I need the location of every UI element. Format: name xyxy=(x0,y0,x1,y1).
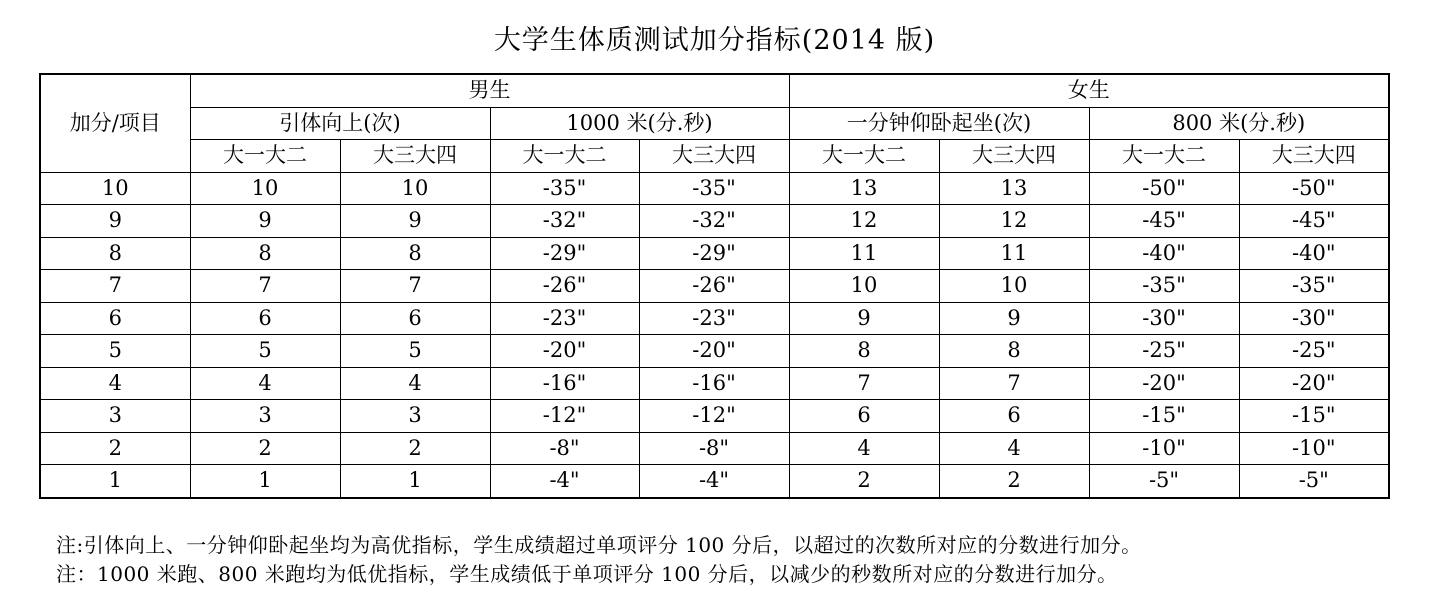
value-cell: 5 xyxy=(190,335,340,368)
value-cell: -15" xyxy=(1239,400,1389,433)
points-cell: 7 xyxy=(40,270,190,303)
value-cell: -35" xyxy=(1089,270,1239,303)
value-cell: 9 xyxy=(190,205,340,238)
value-cell: 12 xyxy=(789,205,939,238)
value-cell: 3 xyxy=(340,400,490,433)
value-cell: -23" xyxy=(490,302,639,335)
value-cell: -5" xyxy=(1089,465,1239,498)
value-cell: -40" xyxy=(1089,237,1239,270)
value-cell: 10 xyxy=(190,172,340,205)
value-cell: -16" xyxy=(490,367,639,400)
value-cell: 7 xyxy=(789,367,939,400)
value-cell: -40" xyxy=(1239,237,1389,270)
points-cell: 1 xyxy=(40,465,190,498)
value-cell: -35" xyxy=(1239,270,1389,303)
table-row xyxy=(40,400,1389,433)
value-cell: 7 xyxy=(939,367,1089,400)
table-row xyxy=(40,367,1389,400)
points-cell: 2 xyxy=(40,432,190,465)
header-row-grade xyxy=(40,140,1389,173)
note-line: 注:引体向上、一分钟仰卧起坐均为高优指标，学生成绩超过单项评分 100 分后，以超过的次数所对应的分数进行加分。 xyxy=(56,533,1142,557)
header-grade: 大三大四 xyxy=(639,140,789,173)
value-cell: 1 xyxy=(190,465,340,498)
table-row xyxy=(40,237,1389,270)
value-cell: 1 xyxy=(340,465,490,498)
header-grade: 大一大二 xyxy=(490,140,639,173)
header-event-pullups: 引体向上(次) xyxy=(190,107,490,140)
value-cell: -12" xyxy=(490,400,639,433)
header-grade: 大一大二 xyxy=(190,140,340,173)
value-cell: -20" xyxy=(639,335,789,368)
header-event-1000m: 1000 米(分.秒) xyxy=(490,107,789,140)
value-cell: 5 xyxy=(340,335,490,368)
value-cell: 13 xyxy=(939,172,1089,205)
table-row xyxy=(40,270,1389,303)
value-cell: 4 xyxy=(190,367,340,400)
value-cell: 9 xyxy=(789,302,939,335)
points-cell: 4 xyxy=(40,367,190,400)
table-row xyxy=(40,302,1389,335)
value-cell: -30" xyxy=(1089,302,1239,335)
value-cell: -20" xyxy=(490,335,639,368)
value-cell: 10 xyxy=(789,270,939,303)
value-cell: -5" xyxy=(1239,465,1389,498)
points-cell: 6 xyxy=(40,302,190,335)
header-event-situps: 一分钟仰卧起坐(次) xyxy=(789,107,1089,140)
value-cell: 12 xyxy=(939,205,1089,238)
value-cell: 8 xyxy=(789,335,939,368)
value-cell: 11 xyxy=(939,237,1089,270)
value-cell: -29" xyxy=(490,237,639,270)
value-cell: -20" xyxy=(1239,367,1389,400)
points-cell: 3 xyxy=(40,400,190,433)
document-title: 大学生体质测试加分指标(2014 版) xyxy=(493,25,936,56)
header-grade: 大三大四 xyxy=(1239,140,1389,173)
value-cell: -10" xyxy=(1089,432,1239,465)
value-cell: 4 xyxy=(340,367,490,400)
points-cell: 8 xyxy=(40,237,190,270)
value-cell: 4 xyxy=(939,432,1089,465)
value-cell: -50" xyxy=(1239,172,1389,205)
table-row xyxy=(40,205,1389,238)
value-cell: 9 xyxy=(939,302,1089,335)
corner-header: 加分/项目 xyxy=(40,74,190,172)
value-cell: 2 xyxy=(939,465,1089,498)
notes xyxy=(56,531,1416,589)
header-grade: 大一大二 xyxy=(1089,140,1239,173)
value-cell: 2 xyxy=(190,432,340,465)
table-row xyxy=(40,172,1389,205)
value-cell: 13 xyxy=(789,172,939,205)
points-cell: 9 xyxy=(40,205,190,238)
value-cell: -35" xyxy=(639,172,789,205)
value-cell: 8 xyxy=(190,237,340,270)
points-cell: 5 xyxy=(40,335,190,368)
value-cell: 6 xyxy=(190,302,340,335)
value-cell: -32" xyxy=(639,205,789,238)
points-cell: 10 xyxy=(40,172,190,205)
value-cell: -4" xyxy=(639,465,789,498)
bonus-score-table xyxy=(39,73,1390,499)
header-female: 女生 xyxy=(789,74,1389,107)
value-cell: -26" xyxy=(490,270,639,303)
value-cell: 8 xyxy=(939,335,1089,368)
header-event-800m: 800 米(分.秒) xyxy=(1089,107,1389,140)
value-cell: -15" xyxy=(1089,400,1239,433)
value-cell: 6 xyxy=(939,400,1089,433)
value-cell: 6 xyxy=(340,302,490,335)
value-cell: -45" xyxy=(1239,205,1389,238)
value-cell: 9 xyxy=(340,205,490,238)
value-cell: -32" xyxy=(490,205,639,238)
value-cell: -35" xyxy=(490,172,639,205)
value-cell: 2 xyxy=(340,432,490,465)
value-cell: 10 xyxy=(340,172,490,205)
value-cell: 8 xyxy=(340,237,490,270)
header-row-gender xyxy=(40,74,1389,107)
header-grade: 大三大四 xyxy=(939,140,1089,173)
value-cell: 6 xyxy=(789,400,939,433)
value-cell: -26" xyxy=(639,270,789,303)
value-cell: -50" xyxy=(1089,172,1239,205)
value-cell: -10" xyxy=(1239,432,1389,465)
value-cell: -30" xyxy=(1239,302,1389,335)
table-row xyxy=(40,465,1389,498)
value-cell: -23" xyxy=(639,302,789,335)
value-cell: -20" xyxy=(1089,367,1239,400)
value-cell: -8" xyxy=(490,432,639,465)
value-cell: -12" xyxy=(639,400,789,433)
header-grade: 大三大四 xyxy=(340,140,490,173)
note-line: 注：1000 米跑、800 米跑均为低优指标，学生成绩低于单项评分 100 分后，以减少的秒数所对应的分数进行加分。 xyxy=(56,562,1118,586)
value-cell: -4" xyxy=(490,465,639,498)
value-cell: -25" xyxy=(1239,335,1389,368)
value-cell: -16" xyxy=(639,367,789,400)
header-grade: 大一大二 xyxy=(789,140,939,173)
value-cell: 3 xyxy=(190,400,340,433)
value-cell: -8" xyxy=(639,432,789,465)
value-cell: -25" xyxy=(1089,335,1239,368)
header-male: 男生 xyxy=(190,74,789,107)
value-cell: 7 xyxy=(340,270,490,303)
table-row xyxy=(40,335,1389,368)
header-row-event xyxy=(40,107,1389,140)
value-cell: 11 xyxy=(789,237,939,270)
value-cell: 4 xyxy=(789,432,939,465)
value-cell: -45" xyxy=(1089,205,1239,238)
value-cell: -29" xyxy=(639,237,789,270)
value-cell: 7 xyxy=(190,270,340,303)
value-cell: 2 xyxy=(789,465,939,498)
value-cell: 10 xyxy=(939,270,1089,303)
table-row xyxy=(40,432,1389,465)
